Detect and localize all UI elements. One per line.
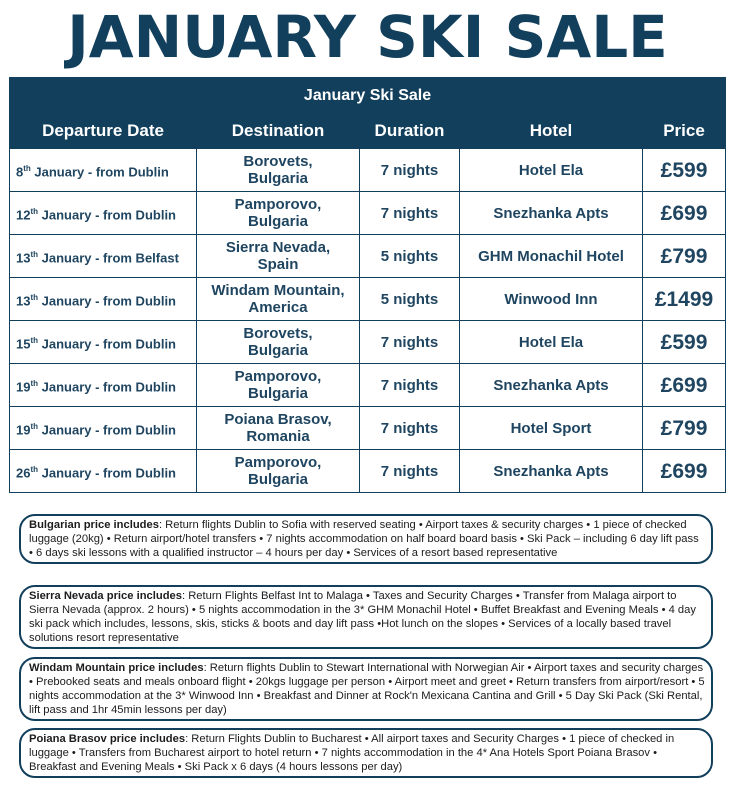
hotel-cell: Winwood Inn [460, 278, 643, 321]
departure-suffix: th [30, 421, 39, 431]
departure-suffix: th [23, 163, 31, 173]
destination-cell [197, 192, 360, 235]
destination-cell [197, 321, 360, 364]
destination-line-1: Pamporovo, [234, 368, 322, 385]
duration-cell: 7 nights [360, 450, 460, 493]
departure-cell [10, 450, 197, 493]
departure-day: 13 [16, 293, 31, 309]
note-text: : Return flights Dublin to Sofia with reserved seating • Airport taxes & security charges • 1 piece of checked luggage (20kg) • Return airport/hotel transfers • 7 nights accommodation on half board board basis • Ski Pack – including 6 day lift pass • 6 days ski lessons with a qualified instructor – 4 hours per day • Services of a resort based representative [29, 519, 699, 559]
departure-cell [10, 321, 197, 364]
note-label: Poiana Brasov price includes [29, 733, 186, 745]
departure-suffix: th [30, 249, 39, 259]
destination-cell [197, 235, 360, 278]
table-row [10, 278, 726, 321]
page-title: JANUARY SKI SALE [67, 3, 668, 71]
header-destination: Destination [197, 114, 360, 149]
destination-line-2: Bulgaria [247, 385, 308, 402]
table-body [10, 149, 726, 493]
departure-cell [10, 149, 197, 192]
destination-line-1: Borovets, [243, 325, 313, 342]
price-cell: £699 [643, 450, 726, 493]
destination-line-2: America [248, 299, 308, 316]
duration-cell: 7 nights [360, 149, 460, 192]
departure-day: 15 [16, 336, 31, 352]
departure-rest: January - from Dublin [38, 207, 176, 223]
table-row [10, 149, 726, 192]
duration-cell: 7 nights [360, 407, 460, 450]
destination-cell [197, 364, 360, 407]
departure-suffix: th [30, 464, 39, 474]
table-row [10, 192, 726, 235]
destination-line-1: Borovets, [243, 153, 313, 170]
destination-line-2: Bulgaria [247, 342, 308, 359]
destination-line-1: Pamporovo, [234, 454, 322, 471]
departure-rest: January - from Dublin [38, 379, 176, 395]
departure-cell [10, 407, 197, 450]
duration-cell: 5 nights [360, 278, 460, 321]
hotel-cell: Hotel Ela [460, 321, 643, 364]
header-hotel: Hotel [460, 114, 643, 149]
destination-cell [197, 407, 360, 450]
table-row [10, 321, 726, 364]
note-label: Bulgarian price includes [29, 519, 159, 531]
departure-suffix: th [30, 335, 39, 345]
destination-line-1: Sierra Nevada, [225, 239, 331, 256]
departure-rest: January - from Dublin [38, 422, 176, 438]
departure-cell [10, 364, 197, 407]
departure-rest: January - from Dublin [38, 465, 176, 481]
departure-cell [10, 278, 197, 321]
note-text: : Return Flights Dublin to Bucharest • All airport taxes and Security Charges • 1 piece of checked in luggage • Transfers from Bucharest airport to hotel return • 7 nights accommodation in the 4* Ana Hotels Sport Poiana Brasov • Breakfast and Evening Meals • Ski Pack x 6 days (4 hours lessons per day) [29, 733, 675, 773]
departure-day: 8 [16, 164, 24, 180]
destination-line-1: Windam Mountain, [211, 282, 345, 299]
departure-cell [10, 192, 197, 235]
price-cell: £799 [643, 407, 726, 450]
price-cell: £699 [643, 192, 726, 235]
departure-suffix: th [30, 292, 39, 302]
destination-cell [197, 278, 360, 321]
note-windam-mountain [19, 657, 713, 721]
hotel-cell: Hotel Ela [460, 149, 643, 192]
table-row [10, 235, 726, 278]
destination-line-1: Poiana Brasov, [224, 411, 332, 428]
hotel-cell: Snezhanka Apts [460, 450, 643, 493]
departure-day: 12 [16, 207, 31, 223]
note-sierra-nevada [19, 585, 713, 649]
departure-rest: January - from Dublin [30, 164, 169, 180]
price-cell: £599 [643, 321, 726, 364]
destination-line-2: Spain [257, 256, 299, 273]
note-text: : Return Flights Belfast Int to Malaga • Taxes and Security Charges • Transfer from Malaga airport to Sierra Nevada (approx. 2 hours) • 5 nights accommodation in the 3* GHM Monachil Hotel • Buffet Breakfast and Evening Meals • 4 day ski pack which includes, lessons, skis, sticks & boots and day lift pass •Hot lunch on the slopes • Services of a locally based travel solutions resort representative [29, 590, 696, 644]
departure-day: 19 [16, 379, 31, 395]
price-cell: £1499 [643, 278, 726, 321]
departure-rest: January - from Dublin [38, 293, 176, 309]
departure-rest: January - from Dublin [38, 336, 176, 352]
hotel-cell: Snezhanka Apts [460, 192, 643, 235]
departure-day: 26 [16, 465, 31, 481]
header-departure: Departure Date [10, 114, 197, 149]
departure-day: 19 [16, 422, 31, 438]
note-bulgarian [19, 514, 713, 564]
departure-cell [10, 235, 197, 278]
departure-day: 13 [16, 250, 31, 266]
table-caption-row [10, 78, 726, 114]
duration-cell: 7 nights [360, 321, 460, 364]
note-label: Windam Mountain price includes [29, 662, 204, 674]
ski-sale-table [9, 77, 726, 493]
price-cell: £799 [643, 235, 726, 278]
destination-cell [197, 450, 360, 493]
note-text: : Return flights Dublin to Stewart International with Norwegian Air • Airport taxes and security charges • Prebooked seats and meals onboard flight • 20kgs luggage per person • Airport meet and greet • Return transfers from airport/resort • 5 nights accommodation at the 3* Winwood Inn • Breakfast and Dinner at Rock'n Mexicana Cantina and Grill • 5 Day Ski Pack (Ski Rental, lift pass and 1hr 45min lessons per day) [29, 662, 705, 716]
hotel-cell: Hotel Sport [460, 407, 643, 450]
destination-line-2: Romania [246, 428, 310, 445]
destination-line-2: Bulgaria [247, 170, 308, 187]
duration-cell: 7 nights [360, 364, 460, 407]
departure-rest: January - from Belfast [38, 250, 179, 266]
hotel-cell: GHM Monachil Hotel [460, 235, 643, 278]
table-row [10, 450, 726, 493]
price-cell: £699 [643, 364, 726, 407]
destination-line-2: Bulgaria [247, 471, 308, 488]
duration-cell: 5 nights [360, 235, 460, 278]
departure-suffix: th [30, 378, 39, 388]
destination-line-2: Bulgaria [247, 213, 308, 230]
table-caption: January Ski Sale [10, 78, 726, 114]
table-row [10, 407, 726, 450]
note-poiana-brasov [19, 728, 713, 778]
note-label: Sierra Nevada price includes [29, 590, 182, 602]
price-cell: £599 [643, 149, 726, 192]
header-price: Price [643, 114, 726, 149]
departure-suffix: th [30, 206, 39, 216]
table-header-row [10, 114, 726, 149]
destination-line-1: Pamporovo, [234, 196, 322, 213]
duration-cell: 7 nights [360, 192, 460, 235]
table-row [10, 364, 726, 407]
hotel-cell: Snezhanka Apts [460, 364, 643, 407]
destination-cell [197, 149, 360, 192]
header-duration: Duration [360, 114, 460, 149]
